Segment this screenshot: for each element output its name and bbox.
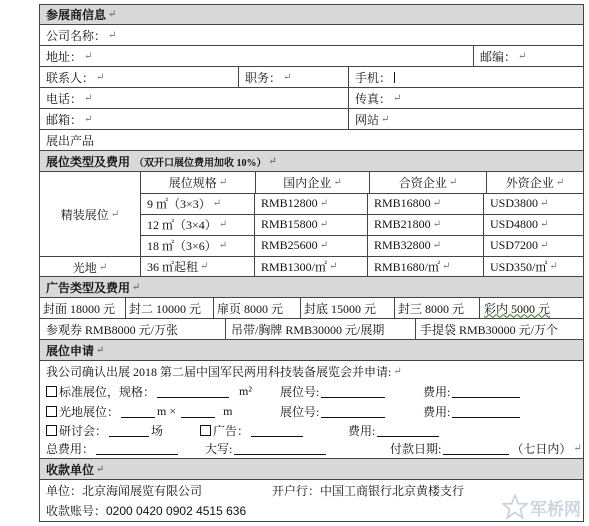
application-block: 我公司确认出展 2018 第二届中国军民两用科技装备展览会并申请: ↵ 标准展位，规格： m² 展位号: 费用: 光地展位： m × m 展位号: 费用: 研讨会： 场 广告： 费用: 总费用： 大写: 付款日期: （七日内） ↵ (39, 361, 584, 459)
company-label: 公司名称： (46, 28, 107, 43)
phone-row[interactable]: 电话： ↵ 传真： ↵ (39, 88, 584, 109)
exhibition-application-form (39, 4, 584, 522)
section-payee-header: 收款单位 ↵ (39, 459, 584, 480)
payee-account: 收款账号：0200 0420 0902 4515 636 (46, 504, 247, 518)
standard-fee-field[interactable] (452, 385, 520, 398)
section-application-header: 展位申请 ↵ (39, 340, 584, 361)
phone-label: 电话： (46, 91, 83, 106)
booth-no-label: 展位号: (280, 385, 320, 399)
email-row[interactable]: 邮箱： ↵ 网站 ↵ (39, 109, 584, 130)
col-spec: 展位规格 (168, 176, 217, 190)
col-domestic: 国内企业 (283, 176, 332, 190)
raw-booth-label: 光地展位： (59, 405, 120, 419)
watermark-text: 军桥网 (530, 499, 581, 519)
ad-color-inner[interactable]: 彩内 5000 元 (479, 298, 585, 318)
mobile-label: 手机： (355, 70, 392, 85)
contact-row[interactable]: 联系人： ↵ 职务： ↵ 手机： (39, 67, 584, 88)
payee-unit: 单位：北京海闻展览有限公司 (46, 483, 203, 498)
website-label: 网站 (355, 112, 380, 127)
postcode-label: 邮编： (480, 49, 517, 64)
products-label: 展出产品 (46, 133, 95, 148)
raw-length-field[interactable] (181, 405, 215, 418)
section-ads-header: 广告类型及费用 ↵ (39, 277, 584, 298)
seminar-label: 研讨会： (59, 424, 108, 438)
table-row: 9 ㎡（3×3） ↵ RMB12800 ↵ RMB16800 ↵ USD3800 ↵ (140, 193, 583, 215)
products-row[interactable] (39, 130, 584, 151)
address-row[interactable]: 地址： ↵ 邮编： ↵ (39, 46, 584, 67)
raw-booth-checkbox[interactable] (46, 406, 57, 417)
capital-field[interactable] (234, 442, 326, 455)
table-row: 18 ㎡（3×6） ↵ RMB25600 ↵ RMB32800 ↵ USD7200 ↵ (140, 235, 583, 257)
raw-width-field[interactable] (121, 405, 155, 418)
company-row[interactable]: 公司名称： ↵ (39, 25, 584, 46)
ad-lanyard[interactable]: 吊带/胸牌 RMB30000 元/展期 (225, 319, 415, 339)
total-label: 总费用： (46, 442, 95, 456)
section-application-title: 展位申请 (46, 343, 95, 358)
advert-field[interactable] (251, 424, 303, 437)
ads-row-1 (39, 298, 584, 319)
ad-inside-cover[interactable]: 封二 10000 元 (125, 298, 213, 318)
contact-label: 联系人： (46, 70, 95, 85)
capital-label: 大写: (205, 442, 233, 456)
ad-title-page[interactable]: 扉页 8000 元 (213, 298, 300, 318)
ad-tickets[interactable]: 参观券 RMB8000 元/万张 (46, 322, 179, 337)
seminar-checkbox[interactable] (46, 425, 57, 436)
ad-handbag[interactable]: 手提袋 RMB30000 元/万个 (415, 319, 585, 339)
advert-checkbox[interactable] (200, 425, 211, 436)
advert-label: 广告： (213, 424, 250, 438)
payee-bank: 开户行：中国工商银行北京黄楼支行 (272, 483, 465, 498)
std-booth-label: 精装展位 (60, 207, 109, 222)
booth-surcharge-note: （双开口展位费用加收 10%） (134, 157, 267, 169)
standard-booth-size-field[interactable] (157, 385, 229, 398)
ad-inside-back[interactable]: 封三 8000 元 (394, 298, 479, 318)
section-booth-title: 展位类型及费用 (46, 154, 131, 169)
booth-table-header: 展位规格 ↵ 国内企业 ↵ 合资企业 ↵ 外资企业 ↵ (140, 172, 583, 194)
ad-back-cover[interactable]: 封底 15000 元 (300, 298, 394, 318)
section-booth-header: 展位类型及费用 （双开口展位费用加收 10%） ↵ (39, 151, 584, 172)
booth-price-table: 精装展位 ↵ 光地 ↵ 展位规格 ↵ 国内企业 ↵ 合资企业 ↵ 外资企业 ↵ 9 ㎡（3×3） ↵ RMB12800 ↵ RMB16800 ↵ USD3800 ↵ 12 ㎡（3×4） ↵ RMB15800 ↵ RMB21800 ↵ USD4800 ↵ 18 ㎡（3×6） ↵ RMB25600 ↵ RMB32800 ↵ USD7200 ↵ 36 ㎡起租 ↵ RMB1300/㎡ ↵ RMB1680/㎡ ↵ USD350/㎡ ↵ (39, 172, 584, 277)
star-icon (502, 494, 528, 520)
section-exhibitor-header: 参展商信息 ↵ (39, 4, 584, 25)
ads-row-2 (39, 319, 584, 340)
fax-label: 传真： (355, 91, 392, 106)
col-joint: 合资企业 (398, 176, 447, 190)
ad-cover[interactable]: 封面 18000 元 (43, 301, 116, 316)
table-row: 36 ㎡起租 ↵ RMB1300/㎡ ↵ RMB1680/㎡ ↵ USD350/㎡ ↵ (140, 256, 583, 276)
section-payee-title: 收款单位 (46, 462, 95, 477)
raw-fee-field[interactable] (452, 405, 520, 418)
booth-no-field[interactable] (321, 385, 385, 398)
seminar-count-field[interactable] (109, 424, 149, 437)
seminar-fee-field[interactable] (377, 424, 439, 437)
standard-booth-checkbox[interactable] (46, 386, 57, 397)
total-field[interactable] (96, 442, 178, 455)
watermark-logo (502, 494, 581, 520)
email-label: 邮箱： (46, 112, 83, 127)
section-ads-title: 广告类型及费用 (46, 280, 131, 295)
standard-booth-label: 标准展位，规格： (59, 385, 156, 399)
position-label: 职务： (245, 70, 282, 85)
fee-label: 费用: (423, 385, 451, 399)
pay-date-label: 付款日期: (390, 442, 442, 456)
address-label: 地址： (46, 49, 83, 64)
table-row: 12 ㎡（3×4） ↵ RMB15800 ↵ RMB21800 ↵ USD4800 ↵ (140, 214, 583, 236)
application-intro: 我公司确认出展 2018 第二届中国军民两用科技装备展览会并申请: (46, 365, 392, 379)
col-foreign: 外资企业 (505, 176, 554, 190)
raw-space-label: 光地 (72, 260, 97, 275)
section-exhibitor-title: 参展商信息 (46, 8, 107, 22)
raw-booth-no-field[interactable] (321, 405, 385, 418)
pay-date-field[interactable] (443, 442, 509, 455)
